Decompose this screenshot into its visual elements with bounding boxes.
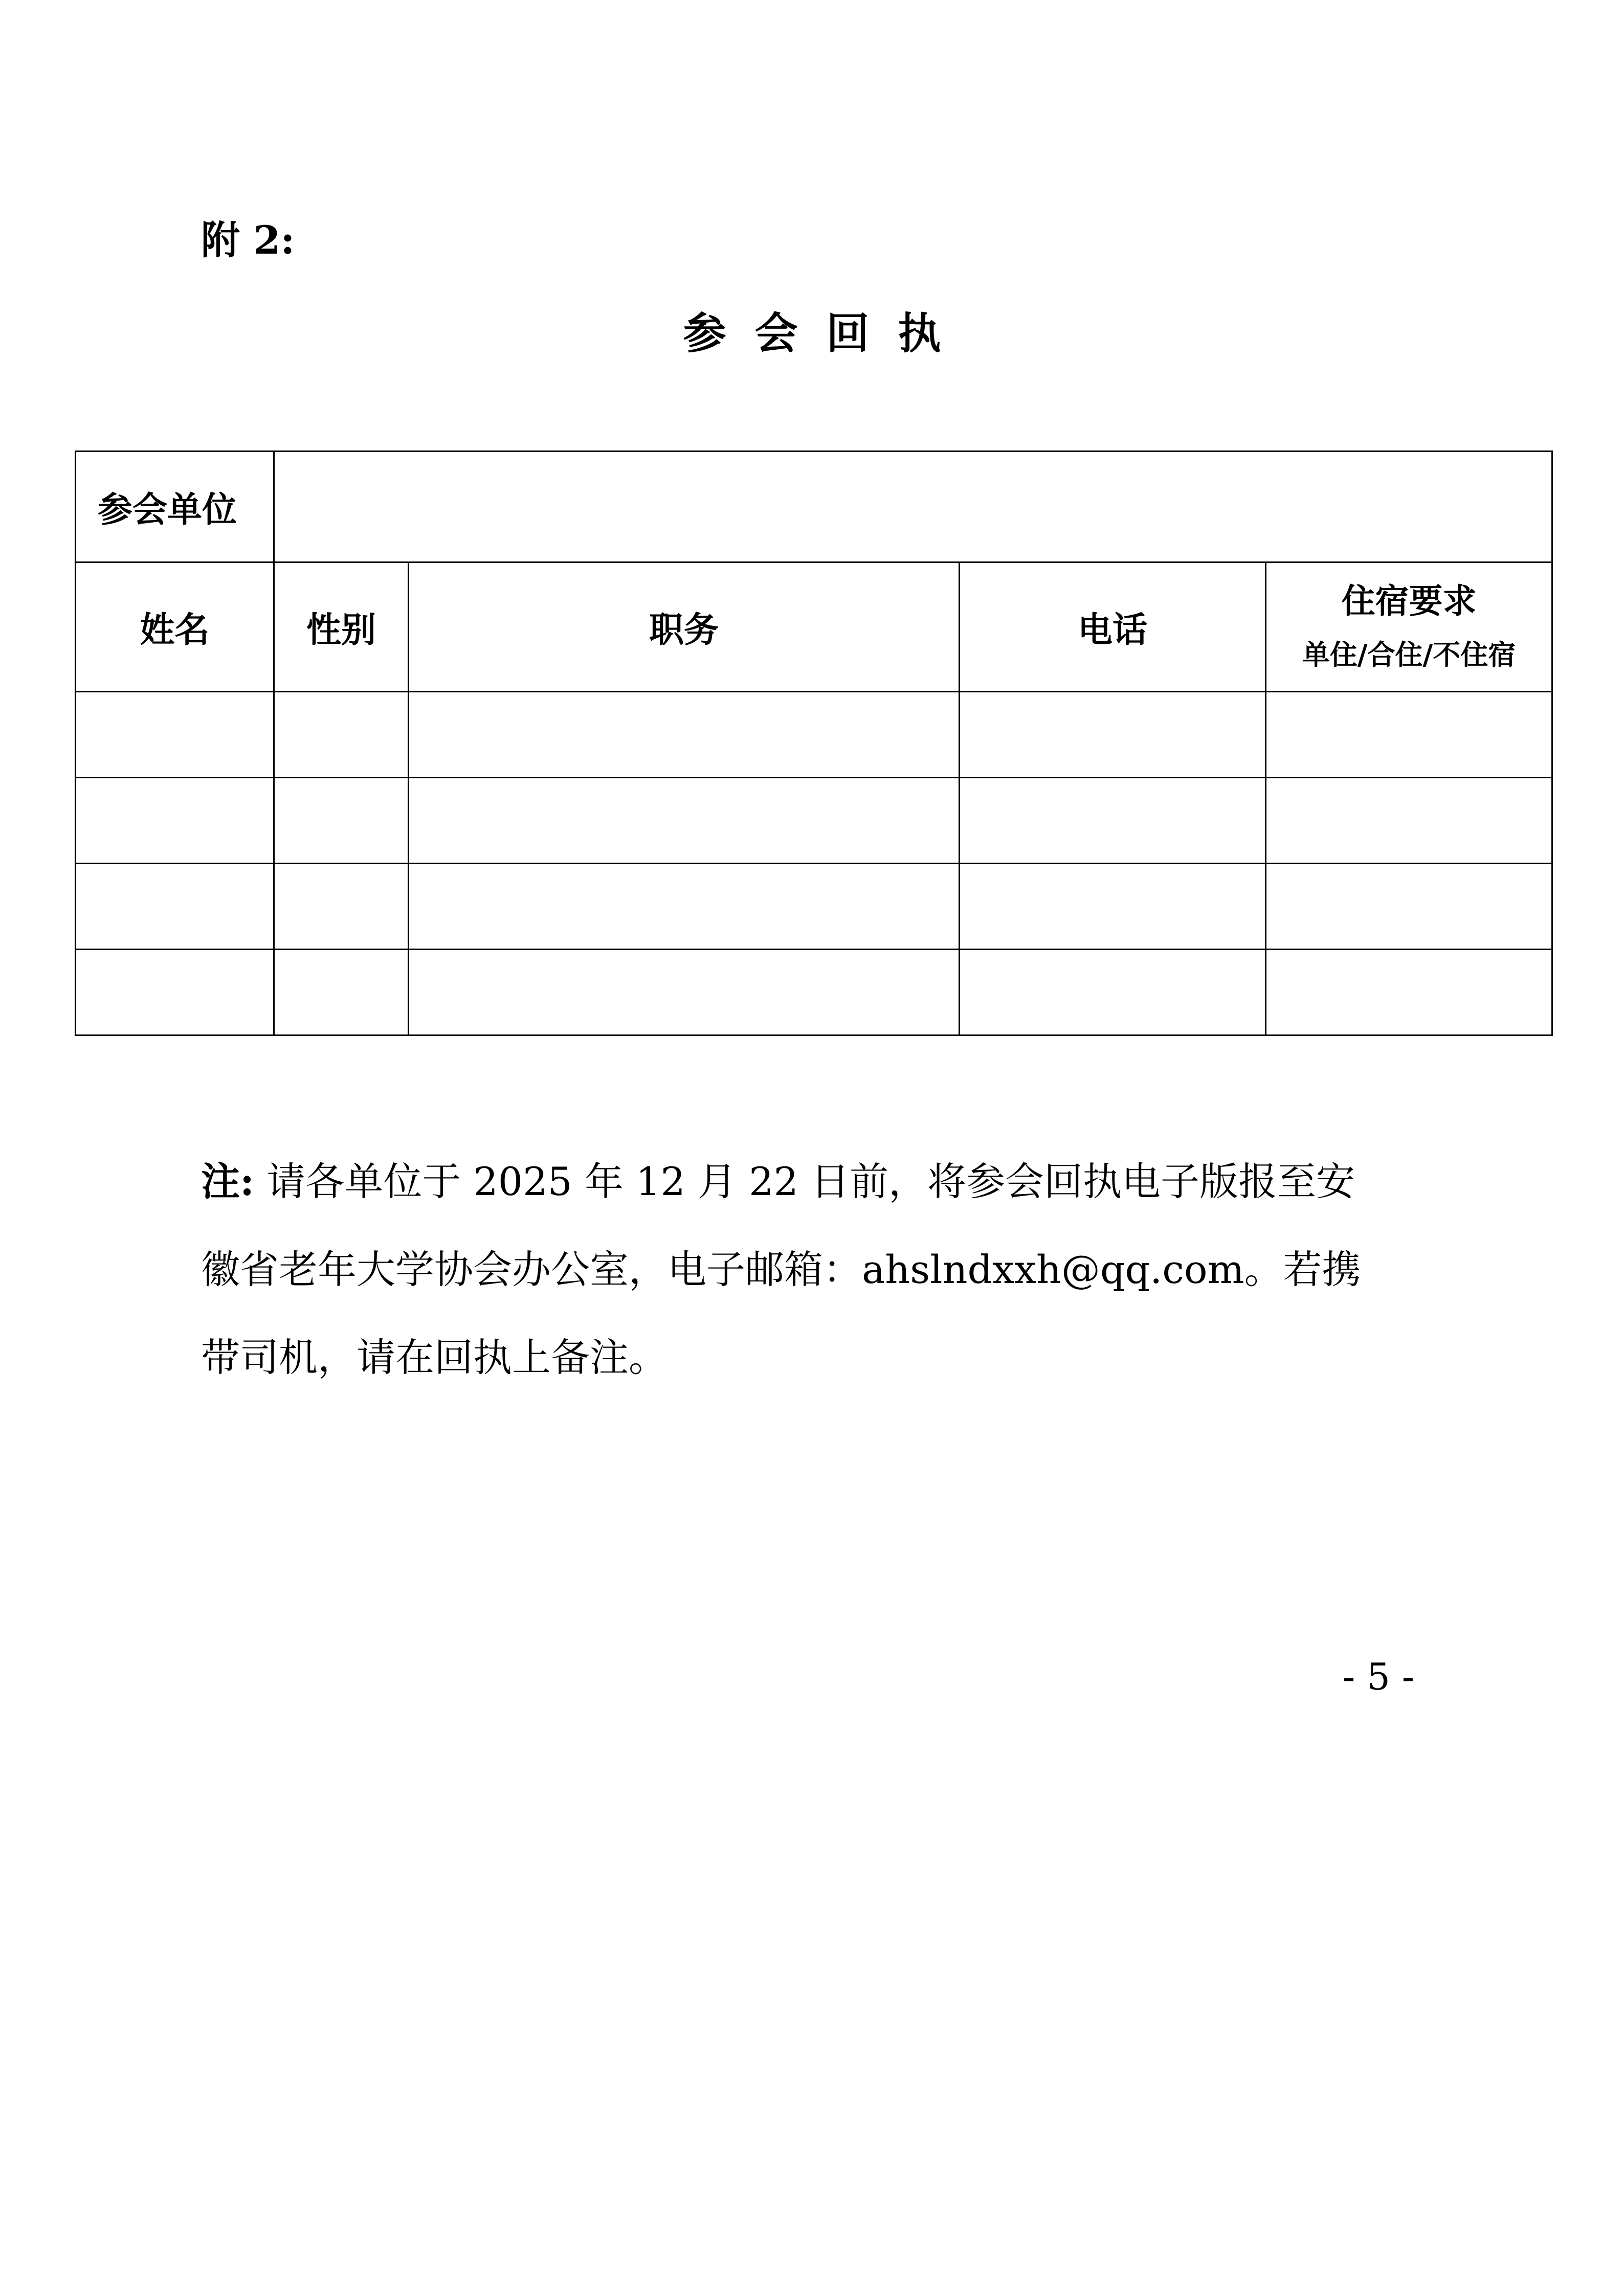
lodging-cell[interactable]	[1266, 950, 1552, 1036]
unit-label: 参会单位	[76, 452, 274, 562]
position-cell[interactable]	[409, 864, 960, 950]
note-paragraph	[201, 1138, 1429, 1402]
table-row	[76, 864, 1552, 950]
header-lodging	[1266, 562, 1552, 692]
unit-value-cell[interactable]	[274, 452, 1552, 562]
position-cell[interactable]	[409, 692, 960, 778]
phone-cell[interactable]	[960, 950, 1266, 1036]
gender-cell[interactable]	[274, 864, 409, 950]
phone-cell[interactable]	[960, 778, 1266, 864]
header-position: 职务	[409, 562, 960, 692]
header-name: 姓名	[76, 562, 274, 692]
page-number: - 5 -	[1342, 1655, 1415, 1698]
note-label: 注:	[201, 1159, 255, 1204]
phone-cell[interactable]	[960, 864, 1266, 950]
name-cell[interactable]	[76, 778, 274, 864]
lodging-cell[interactable]	[1266, 778, 1552, 864]
note-text-1: 请各单位于 2025 年 12 月 22 日前，将参会回执电子版报至安	[266, 1159, 1355, 1204]
gender-cell[interactable]	[274, 950, 409, 1036]
registration-receipt-table	[75, 451, 1553, 1036]
table-row	[76, 778, 1552, 864]
position-cell[interactable]	[409, 778, 960, 864]
attachment-label: 附 2:	[201, 217, 295, 263]
header-row	[76, 562, 1552, 692]
note-line-2: 徽省老年大学协会办公室，电子邮箱：ahslndxxh@qq.com。若携	[201, 1247, 1361, 1292]
header-gender: 性别	[274, 562, 409, 692]
document-title: 参会回执	[683, 308, 970, 358]
note-line-1	[201, 1138, 1429, 1226]
table-row	[76, 950, 1552, 1036]
name-cell[interactable]	[76, 692, 274, 778]
gender-cell[interactable]	[274, 778, 409, 864]
header-lodging-options: 单住/合住/不住宿	[1302, 638, 1516, 671]
lodging-cell[interactable]	[1266, 864, 1552, 950]
gender-cell[interactable]	[274, 692, 409, 778]
lodging-cell[interactable]	[1266, 692, 1552, 778]
table-row	[76, 692, 1552, 778]
header-phone: 电话	[960, 562, 1266, 692]
note-line-3: 带司机，请在回执上备注。	[201, 1335, 668, 1380]
name-cell[interactable]	[76, 950, 274, 1036]
position-cell[interactable]	[409, 950, 960, 1036]
phone-cell[interactable]	[960, 692, 1266, 778]
unit-row	[76, 452, 1552, 562]
header-lodging-title: 住宿要求	[1341, 581, 1477, 621]
name-cell[interactable]	[76, 864, 274, 950]
